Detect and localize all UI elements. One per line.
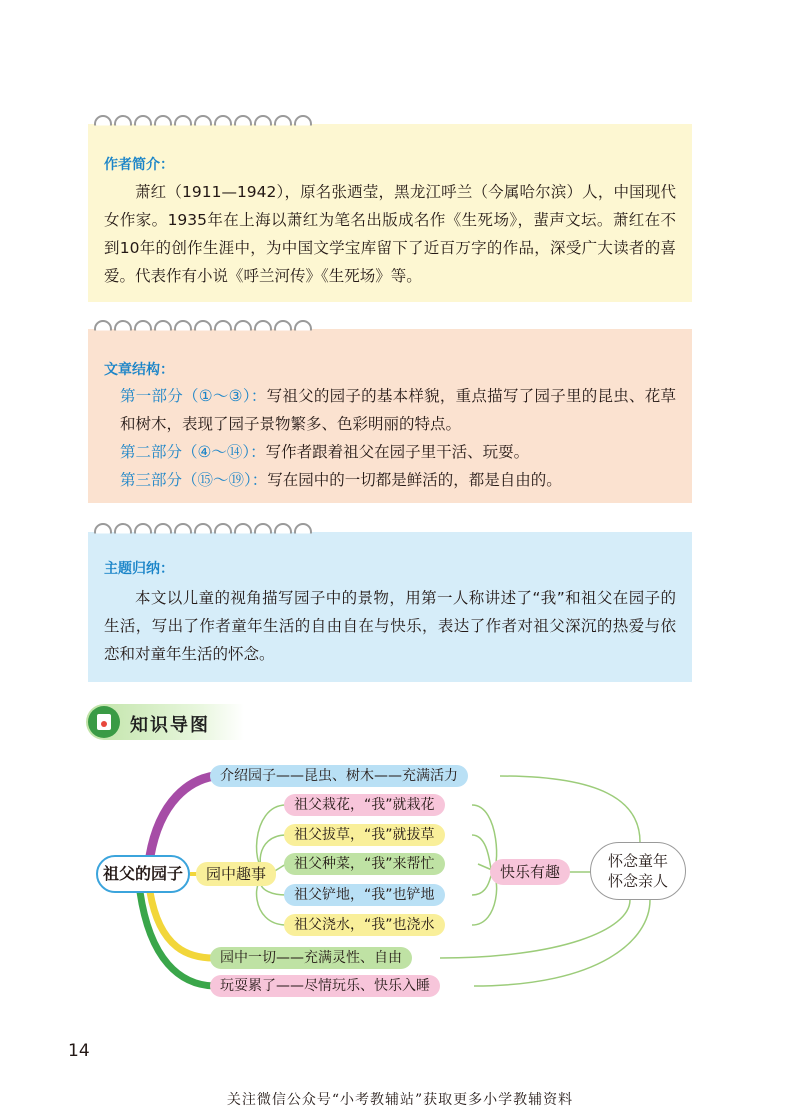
structure-part-1: 第一部分（①～③）：写祖父的园子的基本样貌，重点描写了园子里的昆虫、花草和树木，表现了园子景物繁多、色彩明丽的特点。 [120,387,676,433]
mindmap-miss: 怀念童年 怀念亲人 [590,842,686,900]
mindmap-intro: 介绍园子——昆虫、树木——充满活力 [210,765,468,787]
author-text: 萧红（1911—1942），原名张迺莹，黑龙江呼兰（今属哈尔滨）人，中国现代女作家。1935年在上海以萧红为笔名出版成名作《生死场》，蜚声文坛。萧红在不到10年的创作生涯中，为中国文学宝库留下了近百万字的作品，深受广大读者的喜爱。代表作有小说《呼兰河传》《生死场》等。 [104,183,676,285]
structure-title: 文章结构： [104,362,174,378]
structure-part-2: 第二部分（④～⑭）：写作者跟着祖父在园子里干活、玩耍。 [120,443,530,461]
theme-text: 本文以儿童的视角描写园子中的景物，用第一人称讲述了“我”和祖父在园子的生活，写出了作者童年生活的自由自在与快乐，表达了作者对祖父深沉的热爱与依恋和对童年生活的怀念。 [104,589,676,663]
mindmap-activity-4: 祖父铲地，“我”也铲地 [284,884,445,906]
mindmap-all: 园中一切——充满灵性、自由 [210,947,412,969]
mindmap-heading: 知识导图 [86,704,244,740]
mindmap-happy: 快乐有趣 [490,859,570,885]
structure-part-3: 第三部分（⑮～⑲）：写在园中的一切都是鲜活的，都是自由的。 [120,471,562,489]
mindmap-activity-1: 祖父栽花，“我”就栽花 [284,794,445,816]
mindmap-play: 玩耍累了——尽情玩乐、快乐入睡 [210,975,440,997]
author-title: 作者简介： [104,157,174,173]
mindmap-activity-2: 祖父拔草，“我”就拔草 [284,824,445,846]
mindmap-fun: 园中趣事 [196,862,276,886]
mindmap-root: 祖父的园子 [96,855,190,893]
footer-note: 关注微信公众号“小考教辅站”获取更多小学教辅资料 [226,1092,574,1108]
mindmap-activity-5: 祖父浇水，“我”也浇水 [284,914,445,936]
mindmap-activity-3: 祖父种菜，“我”来帮忙 [284,853,445,875]
theme-title: 主题归纳： [104,561,174,577]
page-number: 14 [68,1041,90,1061]
